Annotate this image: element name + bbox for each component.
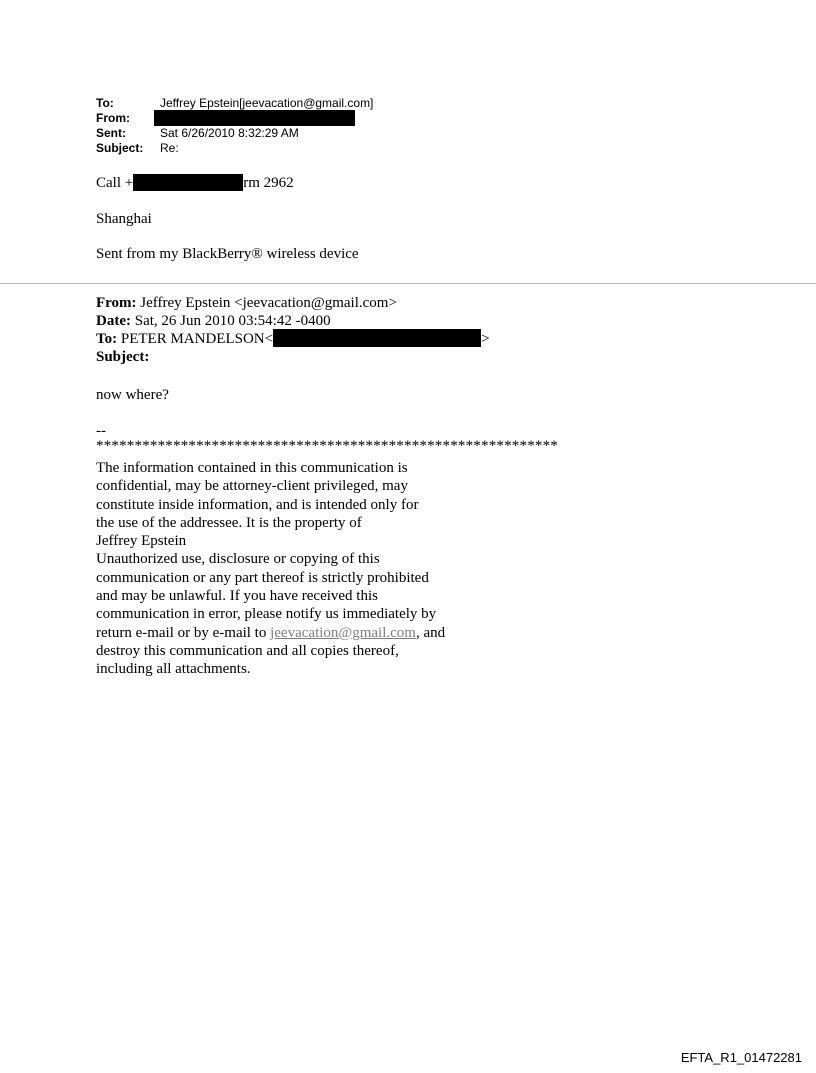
- quoted-from-label: From:: [96, 295, 137, 311]
- quoted-to-label: To:: [96, 331, 118, 347]
- quoted-from-row: [96, 294, 490, 312]
- quoted-to-row: [96, 330, 490, 348]
- document-id: EFTA_R1_01472281: [680, 1050, 802, 1065]
- quoted-to-value: PETER MANDELSON<: [117, 331, 274, 347]
- disclaimer-line: communication in error, please notify us immediately by: [96, 606, 437, 623]
- disclaimer-line: Jeffrey Epstein: [96, 533, 187, 550]
- quoted-date-value: Sat, 26 Jun 2010 03:54:42 -0400: [130, 313, 331, 329]
- quoted-header: [96, 294, 490, 366]
- asterisk-rule: ************************************************************: [96, 438, 558, 454]
- disclaimer-line: The information contained in this communication is: [96, 460, 408, 476]
- to-label: To:: [96, 96, 114, 110]
- subject-value: Re:: [160, 141, 179, 155]
- disclaimer-line: including all attachments.: [96, 661, 251, 678]
- quoted-subject-label: Subject:: [96, 349, 150, 365]
- call-prefix: Call +: [96, 175, 134, 191]
- redaction-block: [273, 329, 481, 347]
- confidentiality-disclaimer: [96, 459, 496, 679]
- signature-separator: --: [96, 423, 106, 439]
- message-divider: [0, 283, 816, 284]
- quoted-date-row: [96, 312, 490, 330]
- disclaimer-line: communication or any part thereof is strictly prohibited: [96, 569, 429, 586]
- quoted-subject-row: [96, 348, 490, 366]
- call-suffix: rm 2962: [243, 175, 294, 191]
- sent-label: Sent:: [96, 126, 126, 140]
- signature-line: Sent from my BlackBerry® wireless device: [96, 246, 359, 262]
- quoted-body: now where?: [96, 387, 169, 403]
- quoted-to-close: >: [481, 331, 490, 347]
- disclaimer-line: confidential, may be attorney-client privileged, may: [96, 478, 408, 495]
- from-label: From:: [96, 111, 130, 125]
- disclaimer-line: Unauthorized use, disclosure or copying of this: [96, 551, 380, 568]
- disclaimer-text: , and: [415, 624, 446, 641]
- city-line: Shanghai: [96, 211, 152, 227]
- disclaimer-line: and may be unlawful. If you have received this: [96, 588, 378, 605]
- subject-label: Subject:: [96, 141, 144, 155]
- redaction-block: [154, 110, 355, 126]
- quoted-date-label: Date:: [96, 313, 131, 329]
- redaction-block: [133, 174, 243, 191]
- quoted-from-value: Jeffrey Epstein <jeevacation@gmail.com>: [136, 295, 397, 311]
- to-value: Jeffrey Epstein[jeevacation@gmail.com]: [160, 96, 374, 110]
- call-line: [96, 174, 294, 192]
- disclaimer-text: return e-mail or by e-mail to: [96, 624, 271, 641]
- email-link[interactable]: jeevacation@gmail.com: [270, 624, 416, 641]
- disclaimer-line: constitute inside information, and is intended only for: [96, 496, 419, 513]
- disclaimer-line: destroy this communication and all copies thereof,: [96, 642, 399, 659]
- disclaimer-line: the use of the addressee. It is the property of: [96, 514, 362, 531]
- from-value-redaction: [160, 111, 355, 126]
- disclaimer-line: [96, 624, 496, 642]
- sent-value: Sat 6/26/2010 8:32:29 AM: [160, 126, 299, 140]
